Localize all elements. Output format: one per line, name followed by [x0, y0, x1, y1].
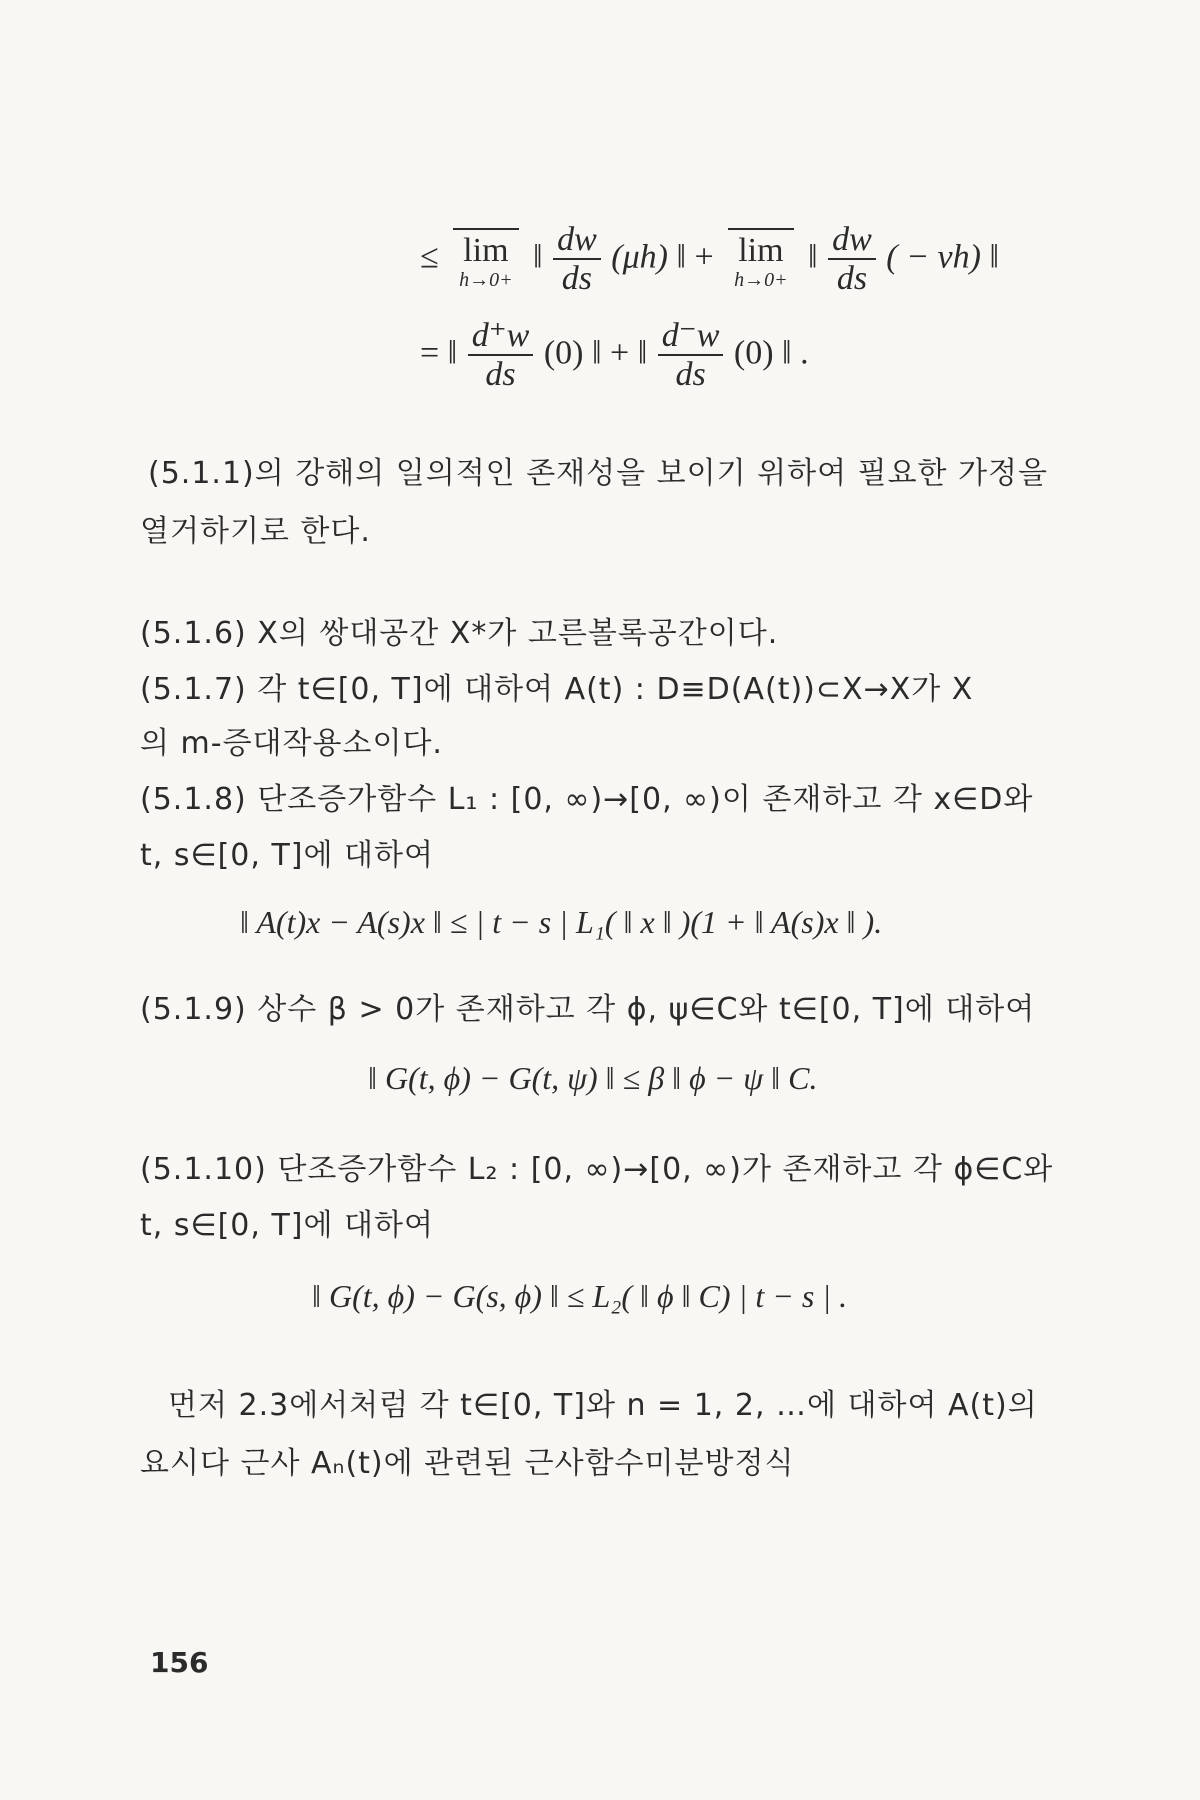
page-number: 156	[150, 1646, 209, 1679]
fraction-denominator: ds	[836, 259, 868, 297]
equation-one-sided-derivatives	[420, 318, 809, 393]
norm-close-plus: ‖ +	[676, 238, 714, 276]
assumption-5-1-9-line-1: (5.1.9) 상수 β > 0가 존재하고 각 ϕ, ψ∈C와 t∈[0, T]에 대하여	[140, 992, 1036, 1027]
argument-mu-h: (μh)	[611, 238, 668, 276]
formula-5-1-8: ‖ A(t)x − A(s)x ‖ ≤ | t − s | L₁( ‖ x ‖ )(1 + ‖ A(s)x ‖ ).	[240, 904, 883, 940]
fraction-numerator: d⁺w	[468, 318, 534, 356]
paragraph-yosida-line-1: 먼저 2.3에서처럼 각 t∈[0, T]와 n = 1, 2, …에 대하여 A(t)의	[168, 1388, 1038, 1423]
assumption-5-1-6: (5.1.6) X의 쌍대공간 X*가 고른볼록공간이다.	[140, 616, 779, 651]
limsup-word-1: lim	[453, 228, 518, 269]
equals-norm-open: = ‖	[420, 334, 458, 372]
fraction-denominator: ds	[675, 355, 706, 393]
leq-sign: ≤	[420, 238, 439, 276]
fraction-right-derivative	[468, 318, 534, 393]
assumption-5-1-7-line-2: 의 m-증대작용소이다.	[140, 726, 443, 761]
limsup-subscript-1: h→0+	[459, 269, 513, 292]
limsup-subscript-2: h→0+	[734, 269, 788, 292]
assumption-5-1-10-line-1: (5.1.10) 단조증가함수 L₂ : [0, ∞)→[0, ∞)가 존재하고 각 ϕ∈C와	[140, 1152, 1054, 1187]
assumption-5-1-10-line-2: t, s∈[0, T]에 대하여	[140, 1208, 434, 1243]
paragraph-yosida-line-2: 요시다 근사 Aₙ(t)에 관련된 근사함수미분방정식	[140, 1446, 795, 1481]
fraction-denominator: ds	[485, 355, 516, 393]
limsup-operator-2	[728, 228, 793, 291]
assumption-5-1-7-line-1: (5.1.7) 각 t∈[0, T]에 대하여 A(t) : D≡D(A(t))⊂X→X가 X	[140, 672, 974, 707]
limsup-operator-1	[453, 228, 518, 291]
fraction-numerator: dw	[828, 222, 876, 260]
assumption-5-1-8-line-2: t, s∈[0, T]에 대하여	[140, 838, 434, 873]
norm-open-1: ‖	[533, 238, 543, 276]
formula-5-1-10: ‖ G(t, ϕ) − G(s, ϕ) ‖ ≤ L₂( ‖ ϕ ‖ C) | t − s | .	[312, 1278, 848, 1314]
fraction-denominator: ds	[561, 259, 593, 297]
paragraph-intro-line-2: 열거하기로 한다.	[140, 514, 371, 549]
equation-middle: (0) ‖ + ‖	[543, 334, 648, 372]
fraction-numerator: dw	[553, 222, 601, 260]
fraction-numerator: d⁻w	[658, 318, 724, 356]
paragraph-intro-line-1: (5.1.1)의 강해의 일의적인 존재성을 보이기 위하여 필요한 가정을	[148, 456, 1049, 491]
argument-nu-h: ( − νh) ‖	[886, 238, 1000, 276]
equation-end: (0) ‖ .	[733, 334, 809, 372]
fraction-dw-ds-2	[828, 222, 876, 297]
assumption-5-1-8-line-1: (5.1.8) 단조증가함수 L₁ : [0, ∞)→[0, ∞)이 존재하고 각 x∈D와	[140, 782, 1034, 817]
equation-limsup-bound	[420, 222, 999, 297]
norm-open-2: ‖	[808, 238, 818, 276]
formula-5-1-9: ‖ G(t, ϕ) − G(t, ψ) ‖ ≤ β ‖ ϕ − ψ ‖ C.	[368, 1060, 818, 1096]
fraction-left-derivative	[658, 318, 724, 393]
limsup-word-2: lim	[728, 228, 793, 269]
fraction-dw-ds-1	[553, 222, 601, 297]
